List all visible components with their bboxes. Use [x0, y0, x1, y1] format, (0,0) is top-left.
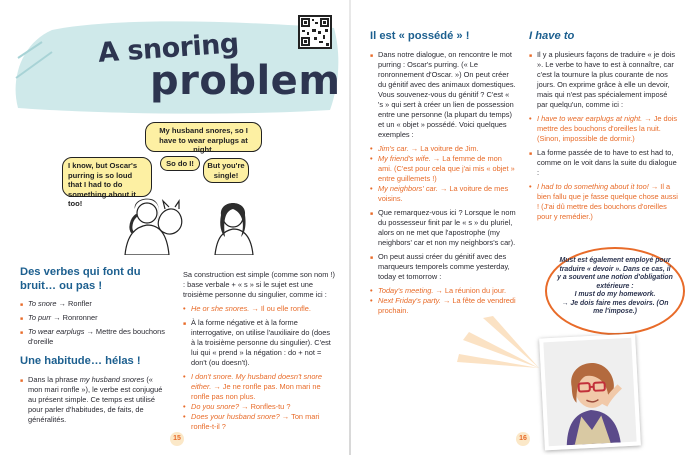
text-run: Dans la phrase [28, 374, 80, 384]
paragraph-have-to: ■ Il y a plusieurs façons de traduire « je dois ». Le verbe to have to est à connaître, car c'est la tournure la plus courante de nos jours. On exprime grâce à elle un devoir, mais qui n'est pas spécialement imposé par quelqu'un, comme ici : [529, 50, 679, 110]
page-number-left: 15 [170, 432, 184, 446]
paragraph-present-simple [20, 375, 165, 425]
example-fr: La voiture de mes voisins. [378, 183, 509, 203]
list-item: ■ To snore → Ronfler [20, 299, 165, 309]
speech-bubble-husband: My husband snores, so I have to wear earplugs at night. [145, 122, 262, 152]
title-line-2: problem [150, 58, 341, 104]
paragraph-negative-form: ■ À la forme négative et à la forme interrogative, on utilise l'auxiliaire do (does à la troisième personne du singulier). C'est lui qui « prend » la négation : do + not = don't (ou doesn't). [183, 318, 335, 368]
verb-fr: Ronronner [62, 313, 98, 322]
example-fr: La voiture de Jim. [420, 143, 479, 153]
left-page [0, 0, 349, 455]
text-run: (« mon mari ronfle »), le verbe est conjugué au présent simple. Ce temps est utilisé pour parler d'habitudes, de faits, de généralités. [28, 374, 163, 424]
paragraph-time-markers: ■ On peut aussi créer du génitif avec des marqueurs temporels comme yesterday, today et tomorrow : [370, 252, 516, 282]
teacher-photo [539, 334, 641, 451]
example-dont-snore: • I don't snore. My husband doesn't snore either. → Je ne ronfle pas. Mon mari ne ronfle pas non plus. [183, 372, 335, 402]
heading-noisy-verbs: Des verbes qui font du bruit… ou pas ! [20, 266, 141, 292]
example-fr: La femme de mon ami. (C'est pour cela que j'ai mis « objet » entre guillemets !) [378, 153, 515, 183]
paragraph-had-to: ■ La forme passée de to have to est had to, comme on le voit dans la suite du dialogue : [529, 148, 679, 178]
example-does-husband-snore: • Does your husband snore? → Ton mari ronfle-t-il ? [183, 412, 335, 432]
title-line-1: A snoring [97, 28, 240, 69]
example-friends-wife: • My friend's wife. → La femme de mon ami. (C'est pour cela que j'ai mis « objet » entre guillemets !) [370, 154, 516, 184]
example-do-you-snore: • Do you snore? → Ronfles-tu ? [183, 402, 335, 412]
example-fr: La réunion du jour. [444, 285, 507, 295]
example-had-to-do: • I had to do something about it too! → Il a bien fallu que je fasse quelque chose aussi ! (J'ai dû mettre des bouchons d'oreilles pour y remédier.) [529, 182, 679, 222]
speech-bubble-single: But you're single! [203, 158, 249, 183]
example-en: Jim's car. [378, 143, 409, 153]
callout-example-en: I must do my homework. [574, 291, 656, 298]
example-todays-meeting: • Today's meeting. → La réunion du jour. [370, 286, 516, 296]
qr-code-icon[interactable] [298, 15, 332, 49]
example-en: I don't snore. My husband doesn't snore either. [191, 372, 323, 391]
women-with-cat-illustration [115, 175, 275, 255]
verb-en: To wear earplugs [28, 327, 85, 336]
heading-habit: Une habitude… hélas ! [20, 355, 141, 367]
left-column-1 [20, 266, 165, 425]
right-column-1 [370, 30, 516, 316]
example-friday-party: • Next Friday's party. → La fête de vendredi prochain. [370, 296, 516, 316]
example-fr: Il ou elle ronfle. [260, 304, 311, 313]
example-en: Next Friday's party. [378, 295, 441, 305]
example-wear-earplugs: • I have to wear earplugs at night. → Je dois mettre des bouchons d'oreilles la nuit. (Sinon, impossible de dormir.) [529, 114, 679, 144]
example-en: My neighbors' car. [378, 183, 438, 193]
verb-fr: Mettre des bouchons d'oreille [28, 327, 165, 346]
paragraph-plural-apostrophe: ■ Que remarquez-vous ici ? Lorsque le nom du possesseur finit par le « s » du pluriel, alors on ne met que l'apostrophe (my neighbors' car et non my neighbors's car). [370, 208, 516, 248]
example-en: He or she snores. [191, 304, 250, 313]
left-column-2 [183, 270, 335, 432]
teacher-portrait-image [543, 338, 636, 446]
page-number-right: 16 [516, 432, 530, 446]
paragraph-genitive: ■ Dans notre dialogue, on rencontre le mot purring : Oscar's purring. (« Le ronronnement d'Oscar. ») On peut créer du génitif avec des animaux domestiques. Vous souvenez-vous du génitif ? C'est « 's » qui sert à créer un lien de possession entre une personne (la plupart du temps) et un « objet » possédé. Voici quelques exemples : [370, 50, 516, 140]
decorative-rays [453, 310, 543, 370]
example-fr: La fête de vendredi prochain. [378, 295, 516, 315]
speech-bubble-so-do-i: So do I! [160, 156, 200, 171]
verb-en: To snore [28, 299, 57, 308]
right-column-2 [529, 30, 679, 222]
example-en: I had to do something about it too! [537, 181, 649, 191]
example-fr: Je dois mettre des bouchons d'oreilles la nuit. (Sinon, impossible de dormir.) [537, 113, 678, 143]
example-he-snores: • He or she snores. → Il ou elle ronfle. [183, 304, 335, 314]
callout-example-fr: → Je dois faire mes devoirs. (On me l'impose.) [561, 299, 669, 315]
example-en: Today's meeting. [378, 285, 434, 295]
example-fr: Ton mari ronfle-t-il ? [191, 412, 320, 431]
callout-fr-text: Je dois faire mes devoirs. (On me l'impose.) [570, 299, 669, 315]
text-run-em: my husband snores [79, 374, 145, 384]
list-item: ■ To purr → Ronronner [20, 313, 165, 323]
callout-must [545, 247, 685, 335]
example-neighbors-car: • My neighbors' car. → La voiture de mes voisins. [370, 184, 516, 204]
list-item: ■ To wear earplugs → Mettre des bouchons d'oreille [20, 327, 165, 347]
callout-text: Must est également employé pour traduire « devoir ». Dans ce cas, il y a souvent une notion d'obligation extérieure : [557, 257, 673, 290]
example-fr: Il a bien fallu que je fasse quelque chose aussi ! (J'ai dû mettre des bouchons d'oreilles pour y remédier.) [537, 181, 678, 221]
paragraph-construction: Sa construction est simple (comme son nom !) : base verbale + « s » si le sujet est une troisième personne du singulier, comme ici : [183, 270, 335, 299]
example-fr: Je ne ronfle pas. Mon mari ne ronfle pas non plus. [191, 382, 321, 401]
example-en: Do you snore? [191, 402, 240, 411]
heading-i-have-to: I have to [529, 30, 575, 42]
verb-en: To purr [28, 313, 52, 322]
heading-possessed: Il est « possédé » ! [370, 30, 470, 42]
example-jims-car: • Jim's car. → La voiture de Jim. [370, 144, 516, 154]
example-en: My friend's wife. [378, 153, 431, 163]
example-fr: Ronfles-tu ? [250, 402, 291, 411]
verb-fr: Ronfler [68, 299, 92, 308]
speech-bubble-oscar: I know, but Oscar's purring is so loud that I had to do something about it too! [62, 157, 152, 197]
example-en: Does your husband snore? [191, 412, 280, 421]
example-en: I have to wear earplugs at night. [537, 113, 643, 123]
